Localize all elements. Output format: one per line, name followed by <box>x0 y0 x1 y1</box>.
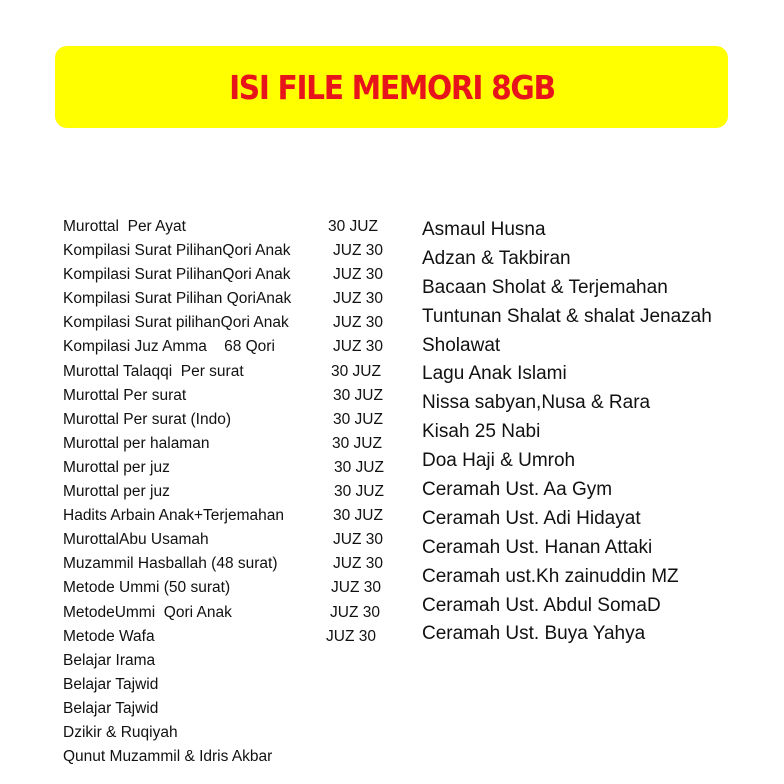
item-size: 30 JUZ <box>332 434 382 452</box>
item-name: Belajar Tajwid <box>63 699 159 717</box>
list-item: Asmaul Husna <box>422 219 546 240</box>
item-size: JUZ 30 <box>333 314 383 332</box>
list-item <box>63 625 393 649</box>
item-size: JUZ 30 <box>333 531 383 549</box>
item-name: Murottal Per surat <box>63 386 187 404</box>
list-item <box>63 360 393 384</box>
item-name: Metode Ummi (50 surat) <box>63 579 231 597</box>
list-item: Ceramah ust.Kh zainuddin MZ <box>422 565 679 587</box>
item-name: Murottal Per Ayat <box>63 218 186 235</box>
list-item <box>63 504 393 528</box>
list-item <box>63 311 393 335</box>
page-title: ISI FILE MEMORI 8GB <box>228 67 555 107</box>
item-name: Kompilasi Juz Amma 68 Qori <box>63 338 275 356</box>
list-item: Ceramah Ust. Buya Yahya <box>422 623 646 645</box>
item-name: Belajar Irama <box>63 651 156 669</box>
list-item <box>63 673 393 697</box>
list-item: Lagu Anak Islami <box>422 363 567 385</box>
list-item <box>63 263 393 287</box>
right-content-list <box>422 215 762 648</box>
item-size: 30 JUZ <box>333 410 383 428</box>
item-name: Dzikir & Ruqiyah <box>63 723 178 741</box>
item-name: Muzammil Hasballah (48 surat) <box>63 555 278 573</box>
list-item <box>63 649 393 673</box>
item-name: Hadits Arbain Anak+Terjemahan <box>63 507 285 525</box>
left-content-list <box>63 215 393 769</box>
item-name: Murottal per halaman <box>63 434 210 452</box>
list-item <box>63 408 393 432</box>
list-item <box>63 335 393 359</box>
list-item: Bacaan Sholat & Terjemahan <box>422 276 668 298</box>
item-size: JUZ 30 <box>326 627 376 645</box>
item-size: 30 JUZ <box>331 362 381 380</box>
item-name: Metode Wafa <box>63 627 155 645</box>
list-item: Ceramah Ust. Adi Hidayat <box>422 507 641 529</box>
item-name: MetodeUmmi Qori Anak <box>63 603 232 621</box>
item-name: Murottal Per surat (Indo) <box>63 410 231 428</box>
item-size: JUZ 30 <box>331 579 381 597</box>
item-name: Belajar Tajwid <box>63 675 159 693</box>
item-name: MurottalAbu Usamah <box>63 531 209 549</box>
item-size: 30 JUZ <box>328 218 378 235</box>
item-name: Qunut Muzammil & Idris Akbar <box>63 748 273 766</box>
list-item <box>63 552 393 576</box>
list-item <box>63 528 393 552</box>
list-item: Ceramah Ust. Aa Gym <box>422 479 613 501</box>
list-item: Nissa sabyan,Nusa & Rara <box>422 392 651 414</box>
list-item <box>63 456 393 480</box>
item-size: JUZ 30 <box>330 603 380 621</box>
list-item <box>63 601 393 625</box>
list-item: Tuntunan Shalat & shalat Jenazah <box>422 305 712 327</box>
list-item: Sholawat <box>422 334 501 356</box>
item-size: 30 JUZ <box>333 386 383 404</box>
item-name: Kompilasi Surat Pilihan QoriAnak <box>63 290 292 308</box>
list-item <box>63 697 393 721</box>
item-size: 30 JUZ <box>334 483 384 501</box>
list-item <box>63 215 393 239</box>
list-item <box>63 239 393 263</box>
item-name: Kompilasi Surat pilihanQori Anak <box>63 314 289 332</box>
item-name: Kompilasi Surat PilihanQori Anak <box>63 242 291 260</box>
item-size: 30 JUZ <box>334 458 384 476</box>
item-name: Kompilasi Surat PilihanQori Anak <box>63 266 291 284</box>
item-name: Murottal per juz <box>63 458 170 476</box>
list-item <box>63 745 393 769</box>
list-item <box>63 576 393 600</box>
item-size: 30 JUZ <box>333 507 383 525</box>
item-size: JUZ 30 <box>333 338 383 356</box>
list-item: Ceramah Ust. Hanan Attaki <box>422 536 653 558</box>
list-item <box>63 287 393 311</box>
list-item <box>63 384 393 408</box>
list-item <box>63 480 393 504</box>
item-size: JUZ 30 <box>333 555 383 573</box>
item-size: JUZ 30 <box>333 242 383 260</box>
list-item <box>63 432 393 456</box>
list-item: Adzan & Takbiran <box>422 247 571 269</box>
list-item: Ceramah Ust. Abdul SomaD <box>422 594 661 616</box>
list-item <box>63 721 393 745</box>
item-size: JUZ 30 <box>333 290 383 308</box>
item-name: Murottal Talaqqi Per surat <box>63 362 244 380</box>
title-banner <box>55 46 728 128</box>
list-item: Kisah 25 Nabi <box>422 421 541 443</box>
list-item: Doa Haji & Umroh <box>422 450 576 472</box>
item-name: Murottal per juz <box>63 483 170 501</box>
item-size: JUZ 30 <box>333 266 383 284</box>
